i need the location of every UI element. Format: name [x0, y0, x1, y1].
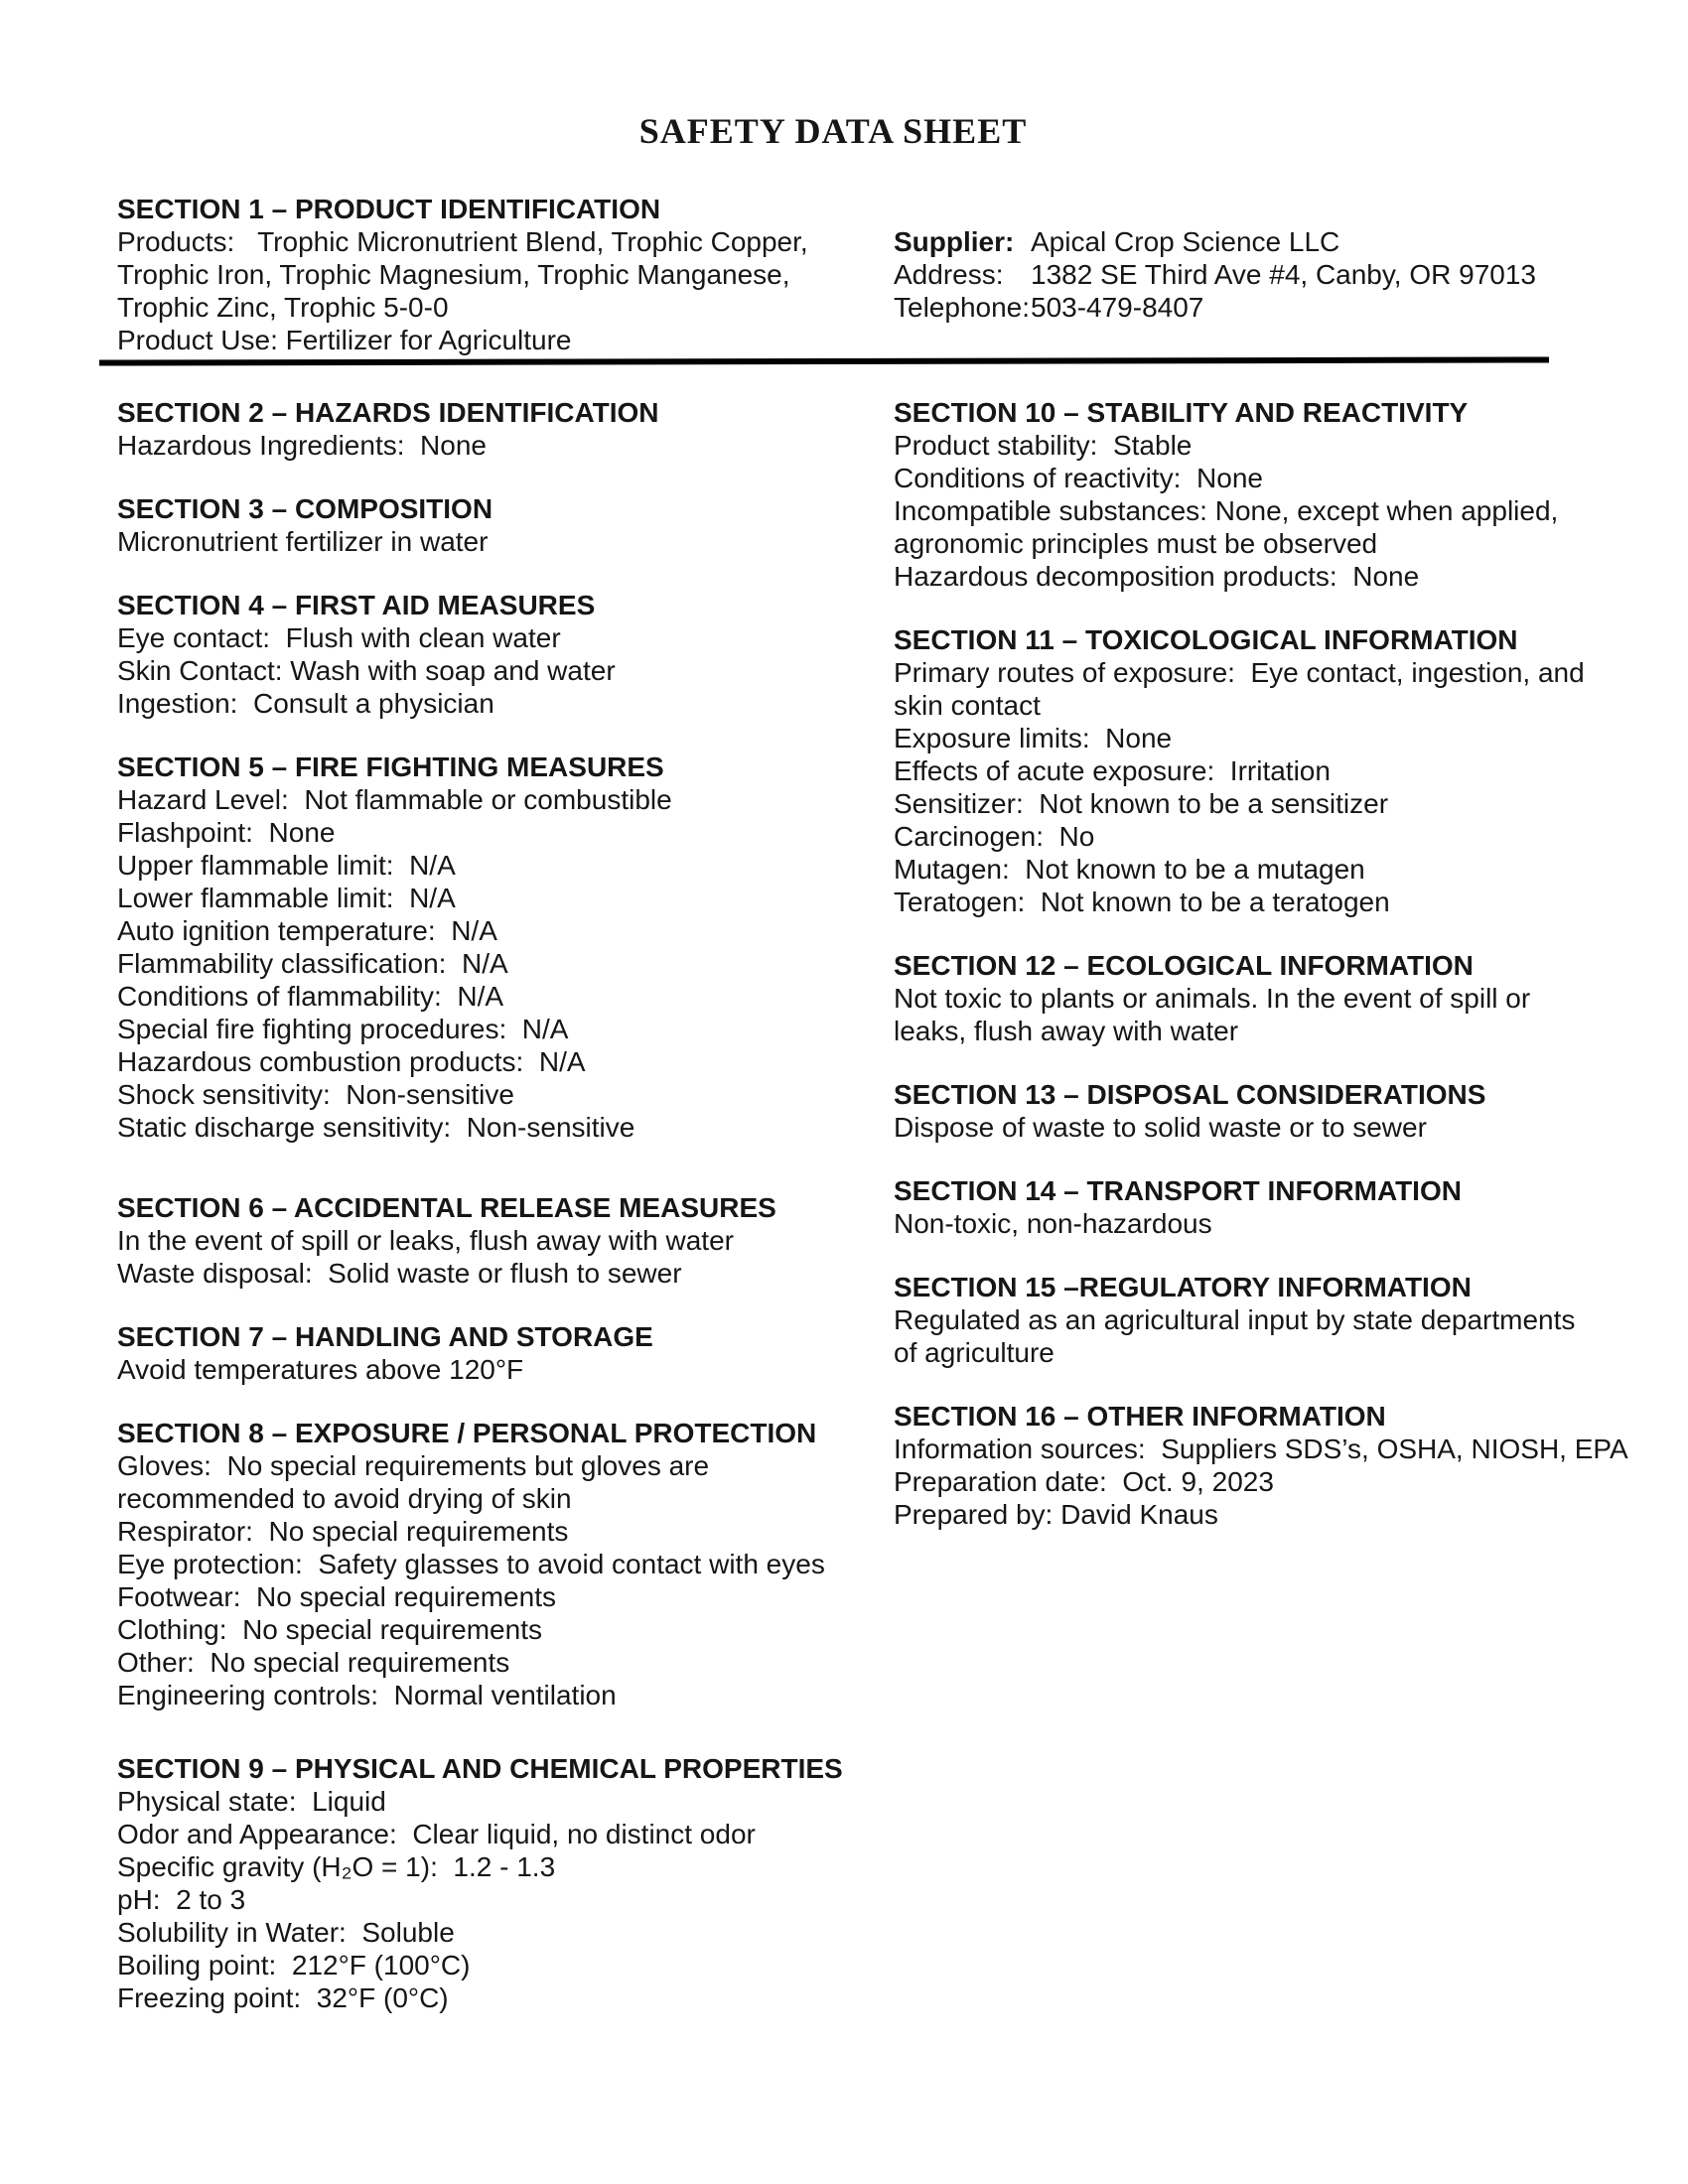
- supplier-row: [894, 225, 1536, 258]
- text-line: Sensitizer: Not known to be a sensitizer: [894, 788, 1389, 819]
- text-line: skin contact: [894, 690, 1041, 721]
- right-column: [894, 396, 1628, 2045]
- section-heading: SECTION 6 – ACCIDENTAL RELEASE MEASURES: [117, 1192, 776, 1223]
- text-line: Ingestion: Consult a physician: [117, 688, 494, 719]
- text-line: Hazardous decomposition products: None: [894, 561, 1420, 592]
- products-line: Products: Trophic Micronutrient Blend, Trophic Copper,: [117, 226, 808, 257]
- text-line: Clothing: No special requirements: [117, 1614, 542, 1645]
- text-line: Flammability classification: N/A: [117, 948, 508, 979]
- section-10-stability-and-reactivity: [894, 396, 1559, 593]
- address-label: Address:: [894, 259, 1004, 290]
- text-line: Boiling point: 212°F (100°C): [117, 1950, 471, 1980]
- text-line: Flashpoint: None: [117, 817, 336, 848]
- text-line: Micronutrient fertilizer in water: [117, 526, 489, 557]
- section-heading: SECTION 12 – ECOLOGICAL INFORMATION: [894, 950, 1474, 981]
- text-line: Hazardous Ingredients: None: [117, 430, 487, 461]
- section-heading: SECTION 15 –REGULATORY INFORMATION: [894, 1272, 1472, 1302]
- section-12-ecological-information: [894, 949, 1551, 1047]
- text-line: Prepared by: David Knaus: [894, 1499, 1218, 1530]
- text-line: Lower flammable limit: N/A: [117, 883, 456, 913]
- section-14-transport-information: [894, 1174, 1551, 1240]
- section-15-regulatory-information: [894, 1271, 1576, 1369]
- section-heading: SECTION 2 – HAZARDS IDENTIFICATION: [117, 397, 659, 428]
- text-line: Dispose of waste to solid waste or to sewer: [894, 1112, 1427, 1143]
- telephone-row: [894, 291, 1536, 324]
- section-2-hazards-identification: [117, 396, 894, 462]
- text-line: Gloves: No special requirements but gloves are: [117, 1450, 710, 1481]
- text-line: Solubility in Water: Soluble: [117, 1917, 455, 1948]
- text-line: Static discharge sensitivity: Non-sensitive: [117, 1112, 635, 1143]
- text-line: Other: No special requirements: [117, 1647, 510, 1678]
- text-line: Regulated as an agricultural input by state departments: [894, 1304, 1576, 1335]
- supplier-label: Supplier:: [894, 226, 1015, 257]
- section-divider-rule: [99, 356, 1549, 365]
- text-line: Effects of acute exposure: Irritation: [894, 755, 1331, 786]
- section-heading: SECTION 4 – FIRST AID MEASURES: [117, 590, 596, 620]
- product-use-line: Product Use: Fertilizer for Agriculture: [117, 325, 572, 355]
- section-heading: SECTION 8 – EXPOSURE / PERSONAL PROTECTION: [117, 1418, 817, 1448]
- supplier-block: [894, 193, 1536, 356]
- section-heading: SECTION 9 – PHYSICAL AND CHEMICAL PROPERTIES: [117, 1753, 843, 1784]
- text-line: of agriculture: [894, 1337, 1055, 1368]
- two-column-body: [117, 396, 1628, 2045]
- text-line: Specific gravity (H₂O = 1): 1.2 - 1.3: [117, 1851, 556, 1882]
- text-line: Exposure limits: None: [894, 723, 1173, 753]
- address-row: [894, 258, 1536, 291]
- products-line: Trophic Zinc, Trophic 5-0-0: [117, 292, 449, 323]
- text-line: Odor and Appearance: Clear liquid, no distinct odor: [117, 1819, 756, 1849]
- text-line: Eye protection: Safety glasses to avoid contact with eyes: [117, 1549, 825, 1579]
- text-line: Avoid temperatures above 120°F: [117, 1354, 524, 1385]
- section-heading: SECTION 10 – STABILITY AND REACTIVITY: [894, 397, 1469, 428]
- text-line: Conditions of flammability: N/A: [117, 981, 504, 1012]
- text-line: Waste disposal: Solid waste or flush to sewer: [117, 1258, 682, 1289]
- section-9-physical-and-chemical-properties: [117, 1752, 894, 2014]
- text-line: Incompatible substances: None, except when applied,: [894, 495, 1559, 526]
- text-line: Eye contact: Flush with clean water: [117, 622, 561, 653]
- left-column: [117, 396, 894, 2045]
- supplier-value: Apical Crop Science LLC: [1031, 226, 1340, 257]
- section-heading: SECTION 5 – FIRE FIGHTING MEASURES: [117, 751, 664, 782]
- text-line: Hazard Level: Not flammable or combustible: [117, 784, 672, 815]
- section-6-accidental-release-measures: [117, 1191, 894, 1290]
- section-11-toxicological-information: [894, 623, 1585, 918]
- text-line: Respirator: No special requirements: [117, 1516, 569, 1547]
- text-line: agronomic principles must be observed: [894, 528, 1378, 559]
- text-line: Physical state: Liquid: [117, 1786, 386, 1817]
- text-line: Skin Contact: Wash with soap and water: [117, 655, 616, 686]
- text-line: Preparation date: Oct. 9, 2023: [894, 1466, 1274, 1497]
- address-value: 1382 SE Third Ave #4, Canby, OR 97013: [1031, 259, 1537, 290]
- telephone-value: 503-479-8407: [1031, 292, 1204, 323]
- text-line: Mutagen: Not known to be a mutagen: [894, 854, 1365, 885]
- section-3-composition: [117, 492, 894, 558]
- text-line: Teratogen: Not known to be a teratogen: [894, 887, 1390, 917]
- section-8-exposure-personal-protection: [117, 1417, 894, 1711]
- section-heading: SECTION 13 – DISPOSAL CONSIDERATIONS: [894, 1079, 1486, 1110]
- text-line: recommended to avoid drying of skin: [117, 1483, 572, 1514]
- text-line: Information sources: Suppliers SDS’s, OSHA, NIOSH, EPA: [894, 1433, 1628, 1464]
- section-heading: SECTION 16 – OTHER INFORMATION: [894, 1401, 1386, 1432]
- page-title: SAFETY DATA SHEET: [638, 111, 1028, 151]
- text-line: Hazardous combustion products: N/A: [117, 1046, 586, 1077]
- section-heading: SECTION 7 – HANDLING AND STORAGE: [117, 1321, 653, 1352]
- text-line: Primary routes of exposure: Eye contact, ingestion, and: [894, 657, 1585, 688]
- product-identification-block: [117, 193, 894, 356]
- section-5-fire-fighting-measures: [117, 751, 894, 1144]
- text-line: Conditions of reactivity: None: [894, 463, 1263, 493]
- section-heading: SECTION 1 – PRODUCT IDENTIFICATION: [117, 194, 661, 224]
- text-line: Footwear: No special requirements: [117, 1581, 556, 1612]
- text-line: Freezing point: 32°F (0°C): [117, 1982, 449, 2013]
- text-line: Shock sensitivity: Non-sensitive: [117, 1079, 514, 1110]
- text-line: Product stability: Stable: [894, 430, 1193, 461]
- text-line: Upper flammable limit: N/A: [117, 850, 456, 881]
- section-heading: SECTION 3 – COMPOSITION: [117, 493, 493, 524]
- text-line: Non-toxic, non-hazardous: [894, 1208, 1212, 1239]
- text-line: Not toxic to plants or animals. In the event of spill or: [894, 983, 1531, 1014]
- section-heading: SECTION 14 – TRANSPORT INFORMATION: [894, 1175, 1462, 1206]
- section-13-disposal-considerations: [894, 1078, 1551, 1144]
- products-line: Trophic Iron, Trophic Magnesium, Trophic Manganese,: [117, 259, 790, 290]
- section-4-first-aid-measures: [117, 589, 894, 720]
- telephone-label: Telephone:: [894, 292, 1031, 323]
- text-line: Carcinogen: No: [894, 821, 1095, 852]
- text-line: leaks, flush away with water: [894, 1016, 1239, 1046]
- text-line: pH: 2 to 3: [117, 1884, 246, 1915]
- section-7-handling-and-storage: [117, 1320, 894, 1386]
- section-16-other-information: [894, 1400, 1628, 1531]
- text-line: Auto ignition temperature: N/A: [117, 915, 497, 946]
- section-1-product-identification: [117, 193, 1549, 356]
- text-line: In the event of spill or leaks, flush away with water: [117, 1225, 734, 1256]
- text-line: Engineering controls: Normal ventilation: [117, 1680, 617, 1710]
- section-heading: SECTION 11 – TOXICOLOGICAL INFORMATION: [894, 624, 1518, 655]
- text-line: Special fire fighting procedures: N/A: [117, 1014, 569, 1044]
